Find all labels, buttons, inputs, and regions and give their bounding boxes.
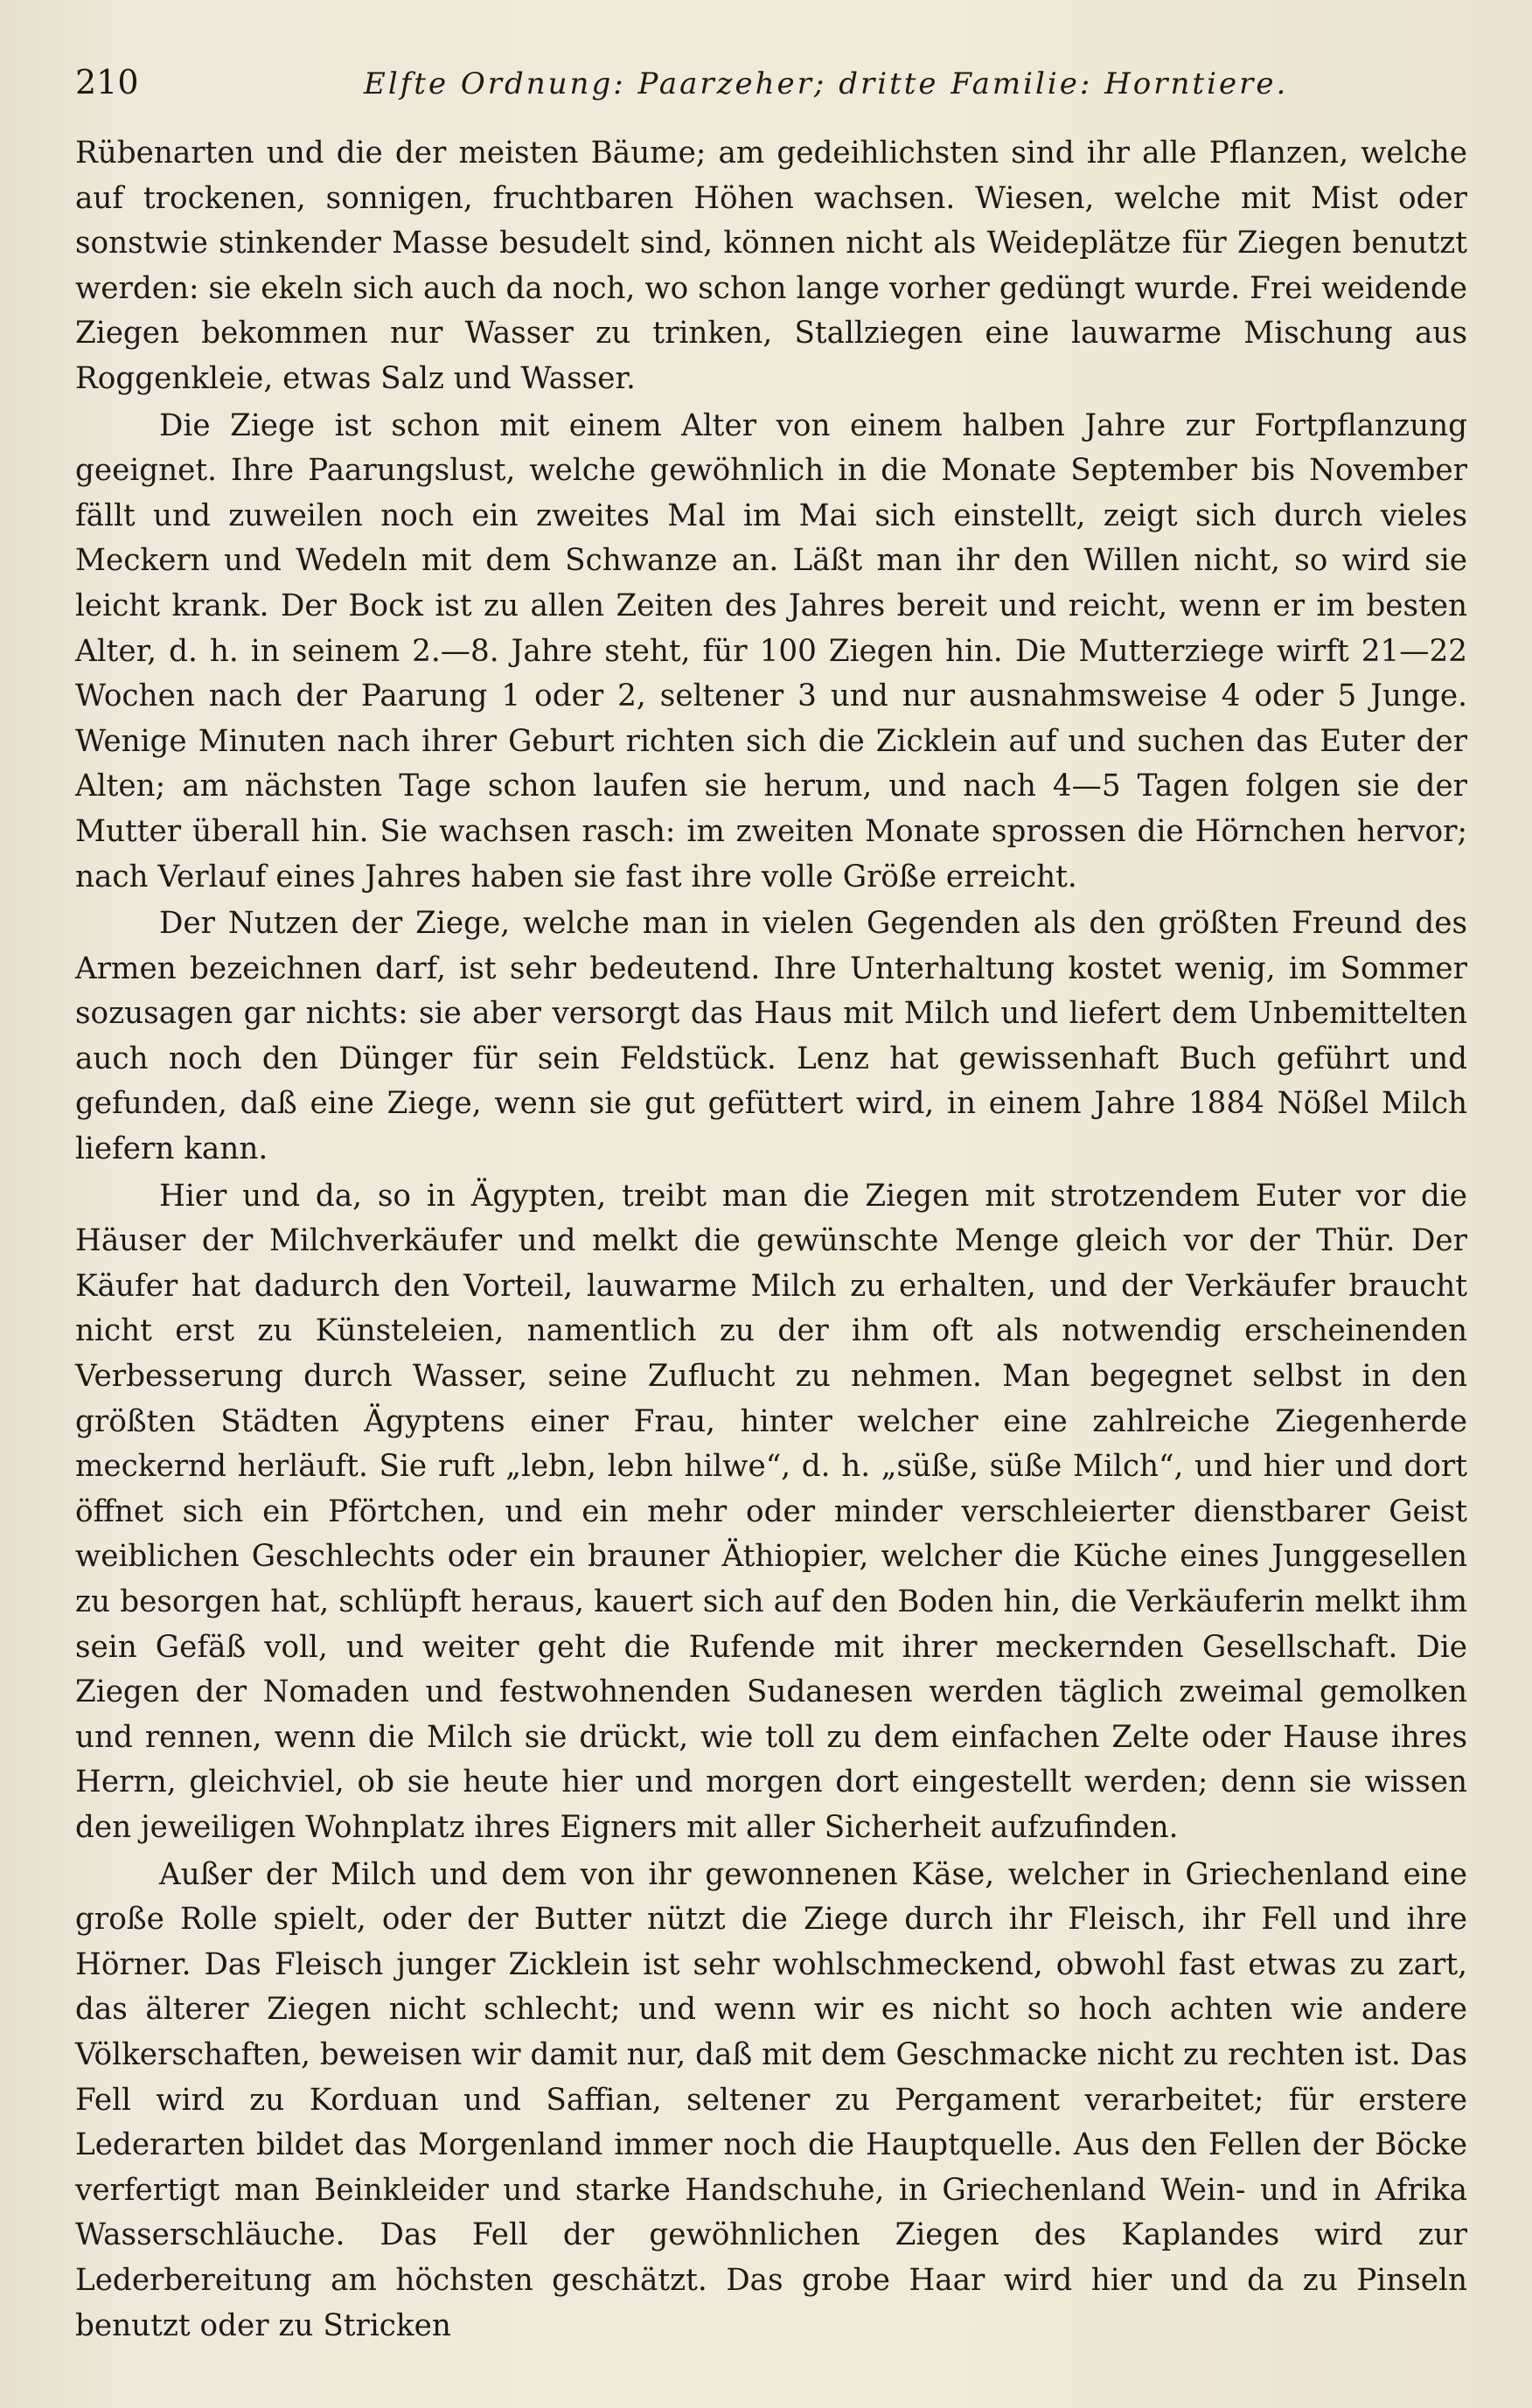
page-header: [75, 63, 1474, 115]
paragraph-reproduction: Die Ziege ist schon mit einem Alter von einem halben Jahre zur Fortpflanzung geeignet. Ihre Paarungslust, welche gewöhnlich in die Monate September bis November fällt und zuweilen noch ein zweites Mal im Mai sich einstellt, zeigt sich durch vieles Meckern und Wedeln mit dem Schwanze an. Läßt man ihr den Willen nicht, so wird sie leicht krank. Der Bock ist zu allen Zeiten des Jahres bereit und reicht, wenn er im besten Alter, d. h. in seinem 2.—8. Jahre steht, für 100 Ziegen hin. Die Mutterziege wirft 21—22 Wochen nach der Paarung 1 oder 2, seltener 3 und nur ausnahmsweise 4 oder 5 Junge. Wenige Minuten nach ihrer Geburt richten sich die Zicklein auf und suchen das Euter der Alten; am nächsten Tage schon laufen sie herum, und nach 4—5 Tagen folgen sie der Mutter überall hin. Sie wachsen rasch: im zweiten Monate sprossen die Hörnchen hervor; nach Verlauf eines Jahres haben sie fast ihre volle Größe erreicht.: [75, 407, 1467, 894]
body-text: [75, 131, 1467, 2349]
paragraph-usefulness: Der Nutzen der Ziege, welche man in vielen Gegenden als den größten Freund des Armen bezeichnen darf, ist sehr bedeutend. Ihre Unterhaltung kostet wenig, im Sommer sozusagen gar nichts: sie aber versorgt das Haus mit Milch und liefert dem Unbemittelten auch noch den Dünger für sein Feldstück. Lenz hat gewissenhaft Buch geführt und gefunden, daß eine Ziege, wenn sie gut gefüttert wird, in einem Jahre 1884 Nößel Milch liefern kann.: [75, 906, 1467, 1167]
paragraph-continued: Rübenarten und die der meisten Bäume; am gedeihlichsten sind ihr alle Pflanzen, welche auf trockenen, sonnigen, fruchtbaren Höhen wachsen. Wiesen, welche mit Mist oder sonstwie stinkender Masse besudelt sind, können nicht als Weideplätze für Ziegen benutzt werden: sie ekeln sich auch da noch, wo schon lange vorher gedüngt wurde. Frei weidende Ziegen bekommen nur Wasser zu trinken, Stallziegen eine lauwarme Mischung aus Roggenkleie, etwas Salz und Wasser.: [75, 136, 1467, 396]
page-number: 210: [75, 63, 139, 101]
paragraph-products: Außer der Milch und dem von ihr gewonnenen Käse, welcher in Griechenland eine große Rolle spielt, oder der Butter nützt die Ziege durch ihr Fleisch, ihr Fell und ihre Hörner. Das Fleisch junger Zicklein ist sehr wohlschmeckend, obwohl fast etwas zu zart, das älterer Ziegen nicht schlecht; und wenn wir es nicht so hoch achten wie andere Völkerschaften, beweisen wir damit nur, daß mit dem Geschmacke nicht zu rechten ist. Das Fell wird zu Korduan und Saffian, seltener zu Pergament verarbeitet; für erstere Lederarten bildet das Morgenland immer noch die Hauptquelle. Aus den Fellen der Böcke verfertigt man Beinkleider und starke Handschuhe, in Griechenland Wein- und in Afrika Wasserschläuche. Das Fell der gewöhnlichen Ziegen des Kaplandes wird zur Lederbereitung am höchsten geschätzt. Das grobe Haar wird hier und da zu Pinseln benutzt oder zu Stricken: [75, 1856, 1467, 2343]
running-head: Elfte Ordnung: Paarzeher; dritte Familie: Horntiere.: [364, 66, 1289, 101]
paragraph-egypt: Hier und da, so in Ägypten, treibt man die Ziegen mit strotzendem Euter vor die Häuser der Milchverkäufer und melkt die gewünschte Menge gleich vor der Thür. Der Käufer hat dadurch den Vorteil, lauwarme Milch zu erhalten, und der Verkäufer braucht nicht erst zu Künsteleien, namentlich zu der ihm oft als notwendig erscheinenden Verbesserung durch Wasser, seine Zuflucht zu nehmen. Man begegnet selbst in den größten Städten Ägyptens einer Frau, hinter welcher eine zahlreiche Ziegenherde meckernd herläuft. Sie ruft „lebn, lebn hilwe“, d. h. „süße, süße Milch“, und hier und dort öffnet sich ein Pförtchen, und ein mehr oder minder verschleierter dienstbarer Geist weiblichen Geschlechts oder ein brauner Äthiopier, welcher die Küche eines Junggesellen zu besorgen hat, schlüpft heraus, kauert sich auf den Boden hin, die Verkäuferin melkt ihm sein Gefäß voll, und weiter geht die Rufende mit ihrer meckernden Gesellschaft. Die Ziegen der Nomaden und festwohnenden Sudanesen werden täglich zweimal gemolken und rennen, wenn die Milch sie drückt, wie toll zu dem einfachen Zelte oder Hause ihres Herrn, gleichviel, ob sie heute hier und morgen dort eingestellt werden; denn sie wissen den jeweiligen Wohnplatz ihres Eigners mit aller Sicherheit aufzufinden.: [75, 1178, 1467, 1845]
